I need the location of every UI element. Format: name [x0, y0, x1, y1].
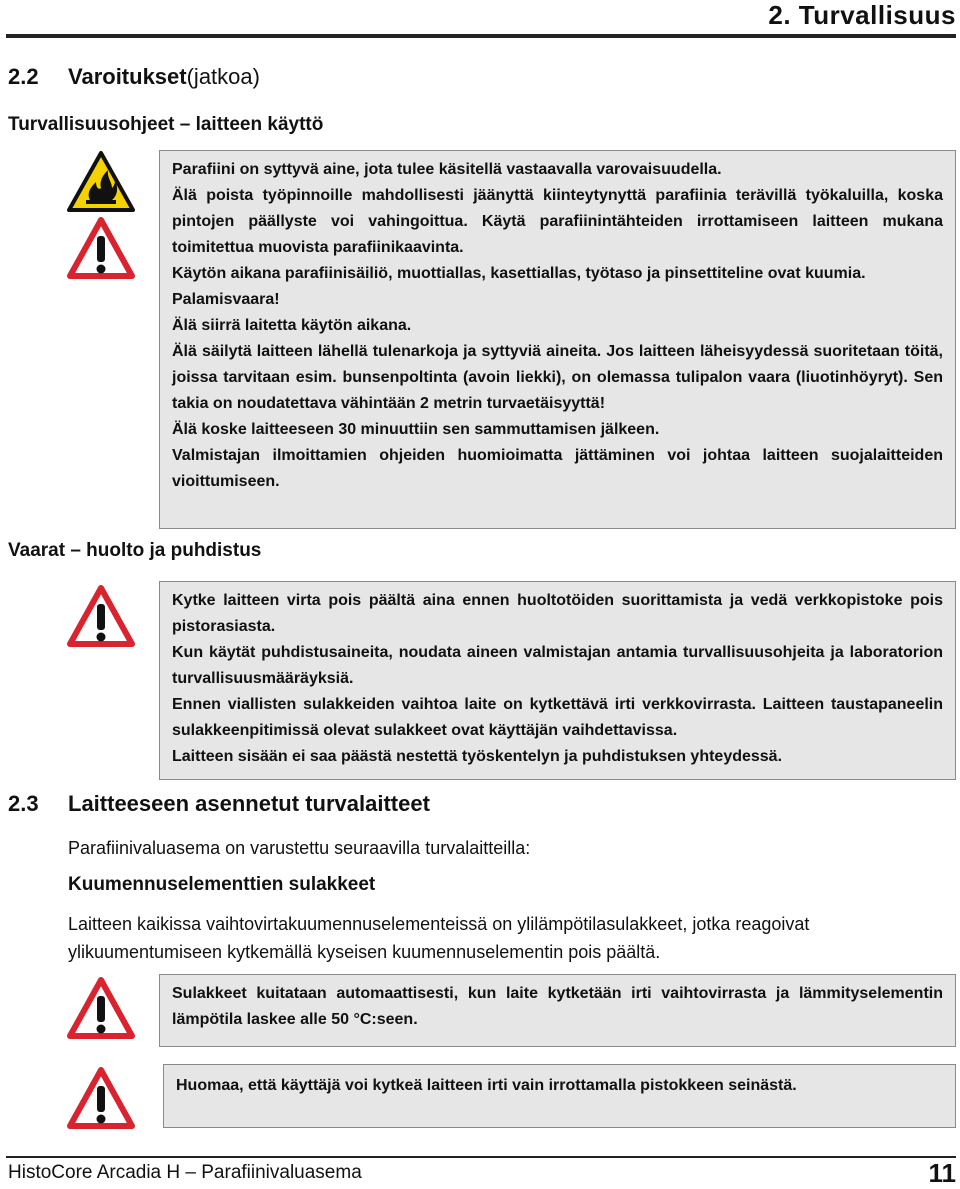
- section-suffix: (jatkoa): [186, 64, 260, 89]
- box-paragraph: Huomaa, että käyttäjä voi kytkeä laitteen irti vain irrottamalla pistokkeen seinästä.: [176, 1077, 797, 1094]
- section-title: Varoitukset: [68, 64, 187, 89]
- box-paragraph: Käytön aikana parafiinisäiliö, muottiallas, kasettiallas, työtaso ja pinsettiteline ovat kuumia.: [172, 265, 866, 282]
- footer-product: HistoCore Arcadia H – Parafiinivaluasema: [8, 1162, 362, 1183]
- box-paragraph: Ennen viallisten sulakkeiden vaihtoa laite on kytkettävä irti verkkovirrasta. Laitteen taustapaneelin sulakkeenpitimissä olevat sulakkeet ovat käyttäjän vaihdettavissa.: [172, 696, 943, 739]
- warning-box-fuse-reset: [159, 974, 956, 1047]
- warning-icon: [66, 1066, 136, 1130]
- box-paragraph: Älä koske laitteeseen 30 minuuttiin sen sammuttamisen jälkeen.: [172, 421, 660, 438]
- box-paragraph: Kytke laitteen virta pois päältä aina ennen huoltotöiden suorittamista ja vedä verkkopistoke pois pistorasiasta.: [172, 592, 943, 635]
- warning-box-disconnect: [163, 1064, 956, 1128]
- fuses-text: Laitteen kaikissa vaihtovirtakuumennuselementeissä on ylilämpötilasulakkeet, jotka reagoivat ylikuumentumiseen kytkemällä kyseisen kuumennuselementin pois päältä.: [68, 914, 810, 962]
- warning-icon: [66, 584, 136, 648]
- warning-icon: [66, 976, 136, 1040]
- box-paragraph: Älä poista työpinnoille mahdollisesti jäänyttä kiinteytynyttä parafiinia terävillä työkaluilla, koska pintojen päällyste voi vahingoittua. Käytä parafiinintähteiden irrottamiseen laitteen mukana toimitettua muovista parafiinikaavinta.: [172, 187, 943, 256]
- box-paragraph: Palamisvaara!: [172, 291, 280, 308]
- box-paragraph: Kun käytät puhdistusaineita, noudata aineen valmistajan antamia turvallisuusohjeita ja laboratorion turvallisuusmääräyksiä.: [172, 644, 943, 687]
- section-number: 2.2: [8, 64, 39, 89]
- header-rule: [6, 34, 956, 38]
- chapter-title: 2. Turvallisuus: [768, 0, 956, 30]
- section-title: Laitteeseen asennetut turvalaitteet: [68, 791, 430, 816]
- intro-text: Parafiinivaluasema on varustettu seuraavilla turvalaitteilla:: [68, 838, 531, 858]
- box-paragraph: Sulakkeet kuitataan automaattisesti, kun laite kytketään irti vaihtovirrasta ja lämmityselementin lämpötila laskee alle 50 °C:seen.: [172, 985, 943, 1028]
- box-paragraph: Parafiini on syttyvä aine, jota tulee käsitellä vastaavalla varovaisuudella.: [172, 161, 722, 178]
- subheading-safety-use: Turvallisuusohjeet – laitteen käyttö: [8, 114, 324, 135]
- section-number: 2.3: [8, 791, 39, 816]
- flammable-icon: [66, 150, 136, 214]
- subheading-fuses: Kuumennuselementtien sulakkeet: [68, 874, 376, 895]
- section-heading-2-2: [8, 64, 260, 90]
- warning-box-maintenance: [159, 581, 956, 780]
- box-paragraph: Valmistajan ilmoittamien ohjeiden huomioimatta jättäminen voi johtaa laitteen suojalaitteiden vioittumiseen.: [172, 447, 943, 490]
- subheading-hazards: Vaarat – huolto ja puhdistus: [8, 540, 262, 561]
- warning-icon: [66, 216, 136, 280]
- footer-rule: [6, 1156, 956, 1158]
- warning-box-operation: [159, 150, 956, 529]
- box-paragraph: Älä siirrä laitetta käytön aikana.: [172, 317, 412, 334]
- section-heading-2-3: [8, 791, 430, 817]
- page-number: 11: [928, 1158, 956, 1188]
- box-paragraph: Älä säilytä laitteen lähellä tulenarkoja ja syttyviä aineita. Jos laitteen läheisyydessä suoritetaan töitä, joissa tarvitaan esim. bunsenpoltinta (avoin liekki), on olemassa tulipalon vaara (liuotinhöyryt). Sen takia on noudatettava vähintään 2 metrin turvaetäisyyttä!: [172, 343, 943, 412]
- box-paragraph: Laitteen sisään ei saa päästä nestettä työskentelyn ja puhdistuksen yhteydessä.: [172, 748, 783, 765]
